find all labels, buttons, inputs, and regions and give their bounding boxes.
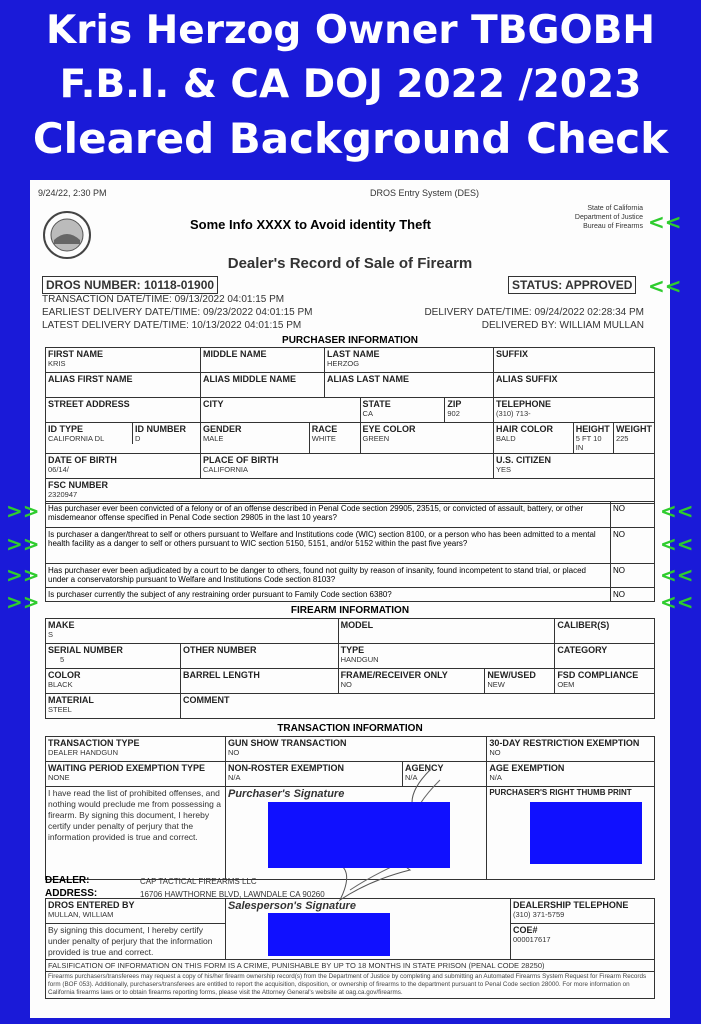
dealer-telephone-value: (310) 371-5759 — [513, 910, 565, 919]
citizen-label: U.S. CITIZEN — [496, 455, 552, 465]
banner — [0, 0, 701, 172]
height-label: HEIGHT — [575, 424, 610, 434]
first-name-label: FIRST NAME — [48, 349, 103, 359]
question-text: Has purchaser ever been convicted of a felony or of an offense described in Penal Code section 29905, 23515, or convicted of assault, battery, or other misdemeanor offense specified in Penal Code section 29805 in the last 10 years? — [46, 502, 611, 528]
weight-label: WEIGHT — [615, 424, 652, 434]
purchaser-certification: I have read the list of prohibited offenses, and nothing would preclude me from possessing a firearm. By signing this document, I hereby certify under penalty of perjury that the information provided is true and correct. — [46, 787, 226, 880]
identity-note: Some Info XXXX to Avoid identity Theft — [190, 217, 431, 232]
delivered-by: DELIVERED BY: WILLIAM MULLAN — [481, 320, 644, 331]
earliest-delivery: EARLIEST DELIVERY DATE/TIME: 09/23/2022 04:01:15 PM — [42, 307, 313, 318]
telephone-value: (310) 713- — [496, 409, 531, 418]
dealer-value: CAP TACTICAL FIREARMS LLC — [140, 877, 257, 886]
hair-color-label: HAIR COLOR — [496, 424, 554, 434]
coe-label: COE# — [513, 925, 538, 935]
new-used-label: NEW/USED — [487, 670, 536, 680]
fsd-value: OEM — [557, 680, 575, 689]
firearm-table — [45, 618, 655, 719]
agency-line-1: State of California — [587, 205, 643, 212]
id-type-label: ID TYPE — [48, 424, 84, 434]
state-value: CA — [362, 409, 373, 418]
new-used-value: NEW — [487, 680, 505, 689]
zip-value: 902 — [447, 409, 460, 418]
question-answer: NO — [611, 588, 655, 602]
salesperson-certification: By signing this document, I hereby certify under penalty of perjury that the information provided is true and correct. — [46, 924, 226, 960]
make-value: S — [48, 630, 54, 639]
middle-name-label: MIDDLE NAME — [203, 349, 267, 359]
color-value: BLACK — [48, 680, 73, 689]
pob-label: PLACE OF BIRTH — [203, 455, 279, 465]
banner-line-2: F.B.I. & CA DOJ 2022 /2023 — [59, 62, 642, 107]
suffix-label: SUFFIX — [496, 349, 529, 359]
fine-print: Firearms purchasers/transferees may request a copy of his/her firearm ownership record(s) from the Department of Justice by completing and submitting an Automated Firearms System Request for Firearm Records form (BOF 053). Additionally, purchasers/transferees are entitled to report the acquisition, disposition, or ownership of firearms to the department pursuant to Penal Code section 28000. For more information on California firearms laws or to obtain firearms reporting forms, please visit the Attorney General's website at oag.ca.gov/firearms. — [46, 972, 655, 999]
zip-label: ZIP — [447, 399, 462, 409]
dros-document — [30, 180, 682, 1018]
serial-label: SERIAL NUMBER — [48, 645, 123, 655]
eligibility-questions — [45, 501, 655, 602]
non-roster-value: N/A — [228, 773, 241, 782]
telephone-label: TELEPHONE — [496, 399, 552, 409]
question-text: Is purchaser currently the subject of any restraining order pursuant to Family Code section 6380? — [46, 588, 611, 602]
comment-label: COMMENT — [183, 695, 230, 705]
marker-left: >> — [6, 532, 40, 556]
agency-value: N/A — [405, 773, 418, 782]
dealer-telephone-label: DEALERSHIP TELEPHONE — [513, 900, 629, 910]
purchaser-signature-label: Purchaser's Signature — [228, 788, 345, 800]
agency-block — [555, 204, 643, 231]
status-badge: STATUS: APPROVED — [508, 276, 636, 294]
hair-color-value: BALD — [496, 434, 516, 443]
gender-value: MALE — [203, 434, 224, 443]
thumbprint-label: PURCHASER'S RIGHT THUMB PRINT — [489, 788, 632, 797]
pob-value: CALIFORNIA — [203, 465, 249, 474]
agency-label: AGENCY — [405, 763, 444, 773]
material-value: STEEL — [48, 705, 72, 714]
id-number-label: ID NUMBER — [135, 424, 186, 434]
type-label: TYPE — [340, 645, 365, 655]
id-type-value: CALIFORNIA DL — [48, 434, 105, 443]
fsc-label: FSC NUMBER — [48, 480, 108, 490]
make-label: MAKE — [48, 620, 75, 630]
marker-right: << — [648, 210, 682, 234]
age-exemption-value: N/A — [489, 773, 502, 782]
gender-label: GENDER — [203, 424, 242, 434]
dealer-label: DEALER: — [45, 875, 90, 886]
question-answer: NO — [611, 528, 655, 564]
marker-left: >> — [6, 590, 40, 614]
transaction-section-title: TRANSACTION INFORMATION — [277, 723, 423, 734]
form-title: Dealer's Record of Sale of Firearm — [227, 255, 473, 272]
banner-line-1: Kris Herzog Owner TBGOBH — [46, 8, 655, 53]
state-label: STATE — [362, 399, 391, 409]
address-value: 16706 HAWTHORNE BLVD, LAWNDALE CA 90260 — [140, 890, 325, 899]
race-label: RACE — [311, 424, 338, 434]
latest-delivery: LATEST DELIVERY DATE/TIME: 10/13/2022 04:01:15 PM — [42, 320, 302, 331]
marker-left: >> — [6, 563, 40, 587]
question-text: Is purchaser a danger/threat to self or others pursuant to Welfare and Institutions code (WIC) section 8100, or a person who has been admitted to a mental health facility as a danger to self or others pursuant to WIC section 5150, 5151, and/or 5152 within the past five years? — [46, 528, 611, 564]
marker-right: << — [660, 563, 694, 587]
timestamp: 9/24/22, 2:30 PM — [38, 188, 107, 198]
state-seal-icon — [42, 210, 92, 260]
dealer-labels — [45, 874, 97, 900]
purchaser-section-title: PURCHASER INFORMATION — [282, 335, 418, 346]
restriction-value: NO — [489, 748, 501, 757]
marker-right: << — [660, 590, 694, 614]
question-answer: NO — [611, 564, 655, 588]
alias-last-label: ALIAS LAST NAME — [326, 374, 409, 384]
alias-first-label: ALIAS FIRST NAME — [48, 374, 133, 384]
race-value: WHITE — [311, 434, 336, 443]
non-roster-label: NON-ROSTER EXEMPTION — [228, 763, 345, 773]
citizen-value: YES — [496, 465, 512, 474]
delivery-info — [402, 306, 644, 332]
fsc-value: 2320947 — [48, 490, 78, 499]
delivery-datetime: DELIVERY DATE/TIME: 09/24/2022 02:28:34 PM — [424, 307, 644, 318]
dob-value: 06/14/ — [48, 465, 69, 474]
gun-show-label: GUN SHOW TRANSACTION — [228, 738, 347, 748]
restriction-label: 30-DAY RESTRICTION EXEMPTION — [489, 738, 640, 748]
alias-suffix-label: ALIAS SUFFIX — [496, 374, 558, 384]
coe-value: 000017617 — [513, 935, 551, 944]
address-label: ADDRESS: — [45, 888, 98, 899]
street-label: STREET ADDRESS — [48, 399, 130, 409]
dob-label: DATE OF BIRTH — [48, 455, 117, 465]
weight-value: 225 — [615, 434, 629, 443]
color-label: COLOR — [48, 670, 81, 680]
frame-value: NO — [340, 680, 352, 689]
type-value: HANDGUN — [340, 655, 379, 664]
waiting-period-value: NONE — [48, 773, 70, 782]
falsification-warning: FALSIFICATION OF INFORMATION ON THIS FORM IS A CRIME, PUNISHABLE BY UP TO 18 MONTHS IN STATE PRISON (PENAL CODE 28250) — [46, 960, 655, 972]
transaction-type-label: TRANSACTION TYPE — [48, 738, 140, 748]
redacted-signature — [268, 802, 450, 868]
id-number-value: D — [135, 434, 141, 443]
eye-color-value: GREEN — [362, 434, 390, 443]
redacted-salesperson-signature — [268, 913, 390, 956]
redacted-thumbprint — [530, 802, 642, 864]
agency-line-3: Bureau of Firearms — [583, 223, 643, 230]
height-value: 5 FT 10 IN — [575, 434, 602, 452]
last-name-value: HERZOG — [326, 359, 360, 368]
waiting-period-label: WAITING PERIOD EXEMPTION TYPE — [48, 763, 206, 773]
gun-show-value: NO — [228, 748, 240, 757]
barrel-length-label: BARREL LENGTH — [183, 670, 260, 680]
agency-line-2: Department of Justice — [574, 214, 643, 221]
question-text: Has purchaser ever been adjudicated by a court to be danger to others, found not guilty by reason of insanity, found incompetent to stand trial, or placed under a conservatorship pursuant to Welfare and Institutions Code section 8103? — [46, 564, 611, 588]
eye-color-label: EYE COLOR — [362, 424, 416, 434]
marker-left: >> — [6, 499, 40, 523]
dros-number: DROS NUMBER: 10118-01900 — [42, 276, 218, 294]
caliber-label: CALIBER(S) — [557, 620, 610, 630]
question-answer: NO — [611, 502, 655, 528]
dros-entered-by-value: MULLAN, WILLIAM — [48, 910, 114, 919]
marker-right: << — [660, 499, 694, 523]
transaction-type-value: DEALER HANDGUN — [48, 748, 119, 757]
banner-line-3: Cleared Background Check — [32, 114, 669, 163]
other-number-label: OTHER NUMBER — [183, 645, 257, 655]
dros-entered-by-label: DROS ENTERED BY — [48, 900, 135, 910]
purchaser-table — [45, 347, 655, 504]
fsd-label: FSD COMPLIANCE — [557, 670, 639, 680]
age-exemption-label: AGE EXEMPTION — [489, 763, 565, 773]
transaction-datetime: TRANSACTION DATE/TIME: 09/13/2022 04:01:15 PM — [42, 294, 285, 305]
salesperson-signature-label: Salesperson's Signature — [228, 900, 356, 912]
marker-right: << — [660, 532, 694, 556]
transaction-dates — [42, 293, 313, 332]
last-name-label: LAST NAME — [326, 349, 380, 359]
marker-right: << — [648, 274, 682, 298]
model-label: MODEL — [340, 620, 374, 630]
category-label: CATEGORY — [557, 645, 608, 655]
frame-label: FRAME/RECEIVER ONLY — [340, 670, 448, 680]
material-label: MATERIAL — [48, 695, 94, 705]
alias-middle-label: ALIAS MIDDLE NAME — [203, 374, 296, 384]
serial-value: 5 — [60, 655, 65, 664]
city-label: CITY — [203, 399, 224, 409]
first-name-value: KRIS — [48, 359, 66, 368]
system-name: DROS Entry System (DES) — [370, 188, 480, 198]
firearm-section-title: FIREARM INFORMATION — [290, 605, 410, 616]
